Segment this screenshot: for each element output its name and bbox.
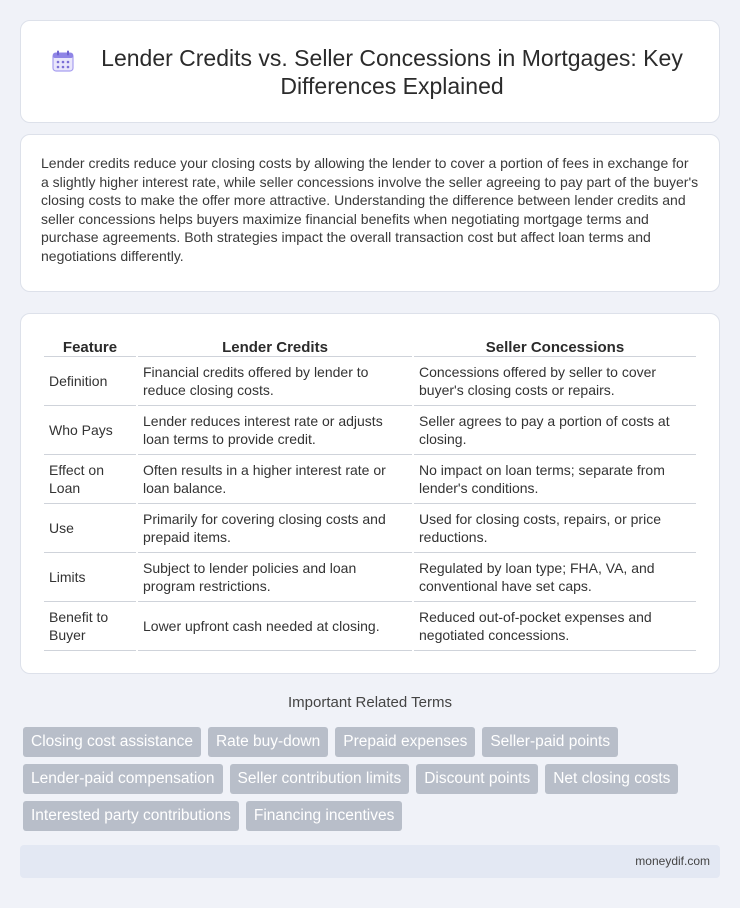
- lender-credits-cell: Financial credits offered by lender to reduce closing costs.: [138, 357, 412, 406]
- table-row: [44, 455, 696, 504]
- related-term-tag[interactable]: Prepaid expenses: [335, 727, 475, 757]
- table-header-row: [44, 335, 696, 357]
- feature-cell: Limits: [44, 553, 136, 602]
- table-row: [44, 406, 696, 455]
- lender-credits-cell: Often results in a higher interest rate or loan balance.: [138, 455, 412, 504]
- header-seller-concessions: Seller Concessions: [414, 335, 696, 357]
- footer: [20, 845, 720, 878]
- seller-concessions-cell: Concessions offered by seller to cover buyer's closing costs or repairs.: [414, 357, 696, 406]
- calendar-icon: [51, 49, 75, 73]
- feature-cell: Benefit to Buyer: [44, 602, 136, 651]
- seller-concessions-cell: Reduced out-of-pocket expenses and negotiated concessions.: [414, 602, 696, 651]
- footer-site-link[interactable]: moneydif.com: [635, 854, 710, 868]
- related-term-tag[interactable]: Financing incentives: [246, 801, 402, 831]
- lender-credits-cell: Lender reduces interest rate or adjusts loan terms to provide credit.: [138, 406, 412, 455]
- related-term-tag[interactable]: Discount points: [416, 764, 538, 794]
- header-feature: Feature: [44, 335, 136, 357]
- seller-concessions-cell: No impact on loan terms; separate from lender's conditions.: [414, 455, 696, 504]
- lender-credits-cell: Primarily for covering closing costs and prepaid items.: [138, 504, 412, 553]
- lender-credits-cell: Lower upfront cash needed at closing.: [138, 602, 412, 651]
- seller-concessions-cell: Regulated by loan type; FHA, VA, and conventional have set caps.: [414, 553, 696, 602]
- intro-paragraph: Lender credits reduce your closing costs by allowing the lender to cover a portion of fees in exchange for a slightly higher interest rate, while seller concessions involve the seller agreeing to pay part of the buyer's closing costs to make the offer more attractive. Understanding the difference between lender credits and seller concessions helps buyers maximize financial benefits when negotiating mortgage terms and purchase agreements. Both strategies impact the overall transaction cost but affect loan terms and negotiations differently.: [41, 155, 699, 264]
- feature-cell: Use: [44, 504, 136, 553]
- seller-concessions-cell: Seller agrees to pay a portion of costs at closing.: [414, 406, 696, 455]
- comparison-table-card: [20, 313, 720, 674]
- title-card: [20, 20, 720, 123]
- intro-card: [20, 134, 720, 292]
- table-row: [44, 357, 696, 406]
- related-terms-heading: Important Related Terms: [288, 694, 452, 711]
- lender-credits-cell: Subject to lender policies and loan program restrictions.: [138, 553, 412, 602]
- page-title: Lender Credits vs. Seller Concessions in Mortgages: Key Differences Explained: [101, 44, 683, 99]
- table-row: [44, 602, 696, 651]
- related-term-tag[interactable]: Rate buy-down: [208, 727, 328, 757]
- related-term-tag[interactable]: Seller contribution limits: [230, 764, 410, 794]
- related-term-tag[interactable]: Interested party contributions: [23, 801, 239, 831]
- feature-cell: Who Pays: [44, 406, 136, 455]
- related-term-tag[interactable]: Net closing costs: [545, 764, 678, 794]
- related-terms-tags: [23, 727, 723, 831]
- header-lender-credits: Lender Credits: [138, 335, 412, 357]
- related-term-tag[interactable]: Closing cost assistance: [23, 727, 201, 757]
- table-row: [44, 553, 696, 602]
- feature-cell: Effect on Loan: [44, 455, 136, 504]
- table-row: [44, 504, 696, 553]
- feature-cell: Definition: [44, 357, 136, 406]
- comparison-table: [42, 335, 698, 651]
- seller-concessions-cell: Used for closing costs, repairs, or price reductions.: [414, 504, 696, 553]
- related-term-tag[interactable]: Seller-paid points: [482, 727, 618, 757]
- related-term-tag[interactable]: Lender-paid compensation: [23, 764, 223, 794]
